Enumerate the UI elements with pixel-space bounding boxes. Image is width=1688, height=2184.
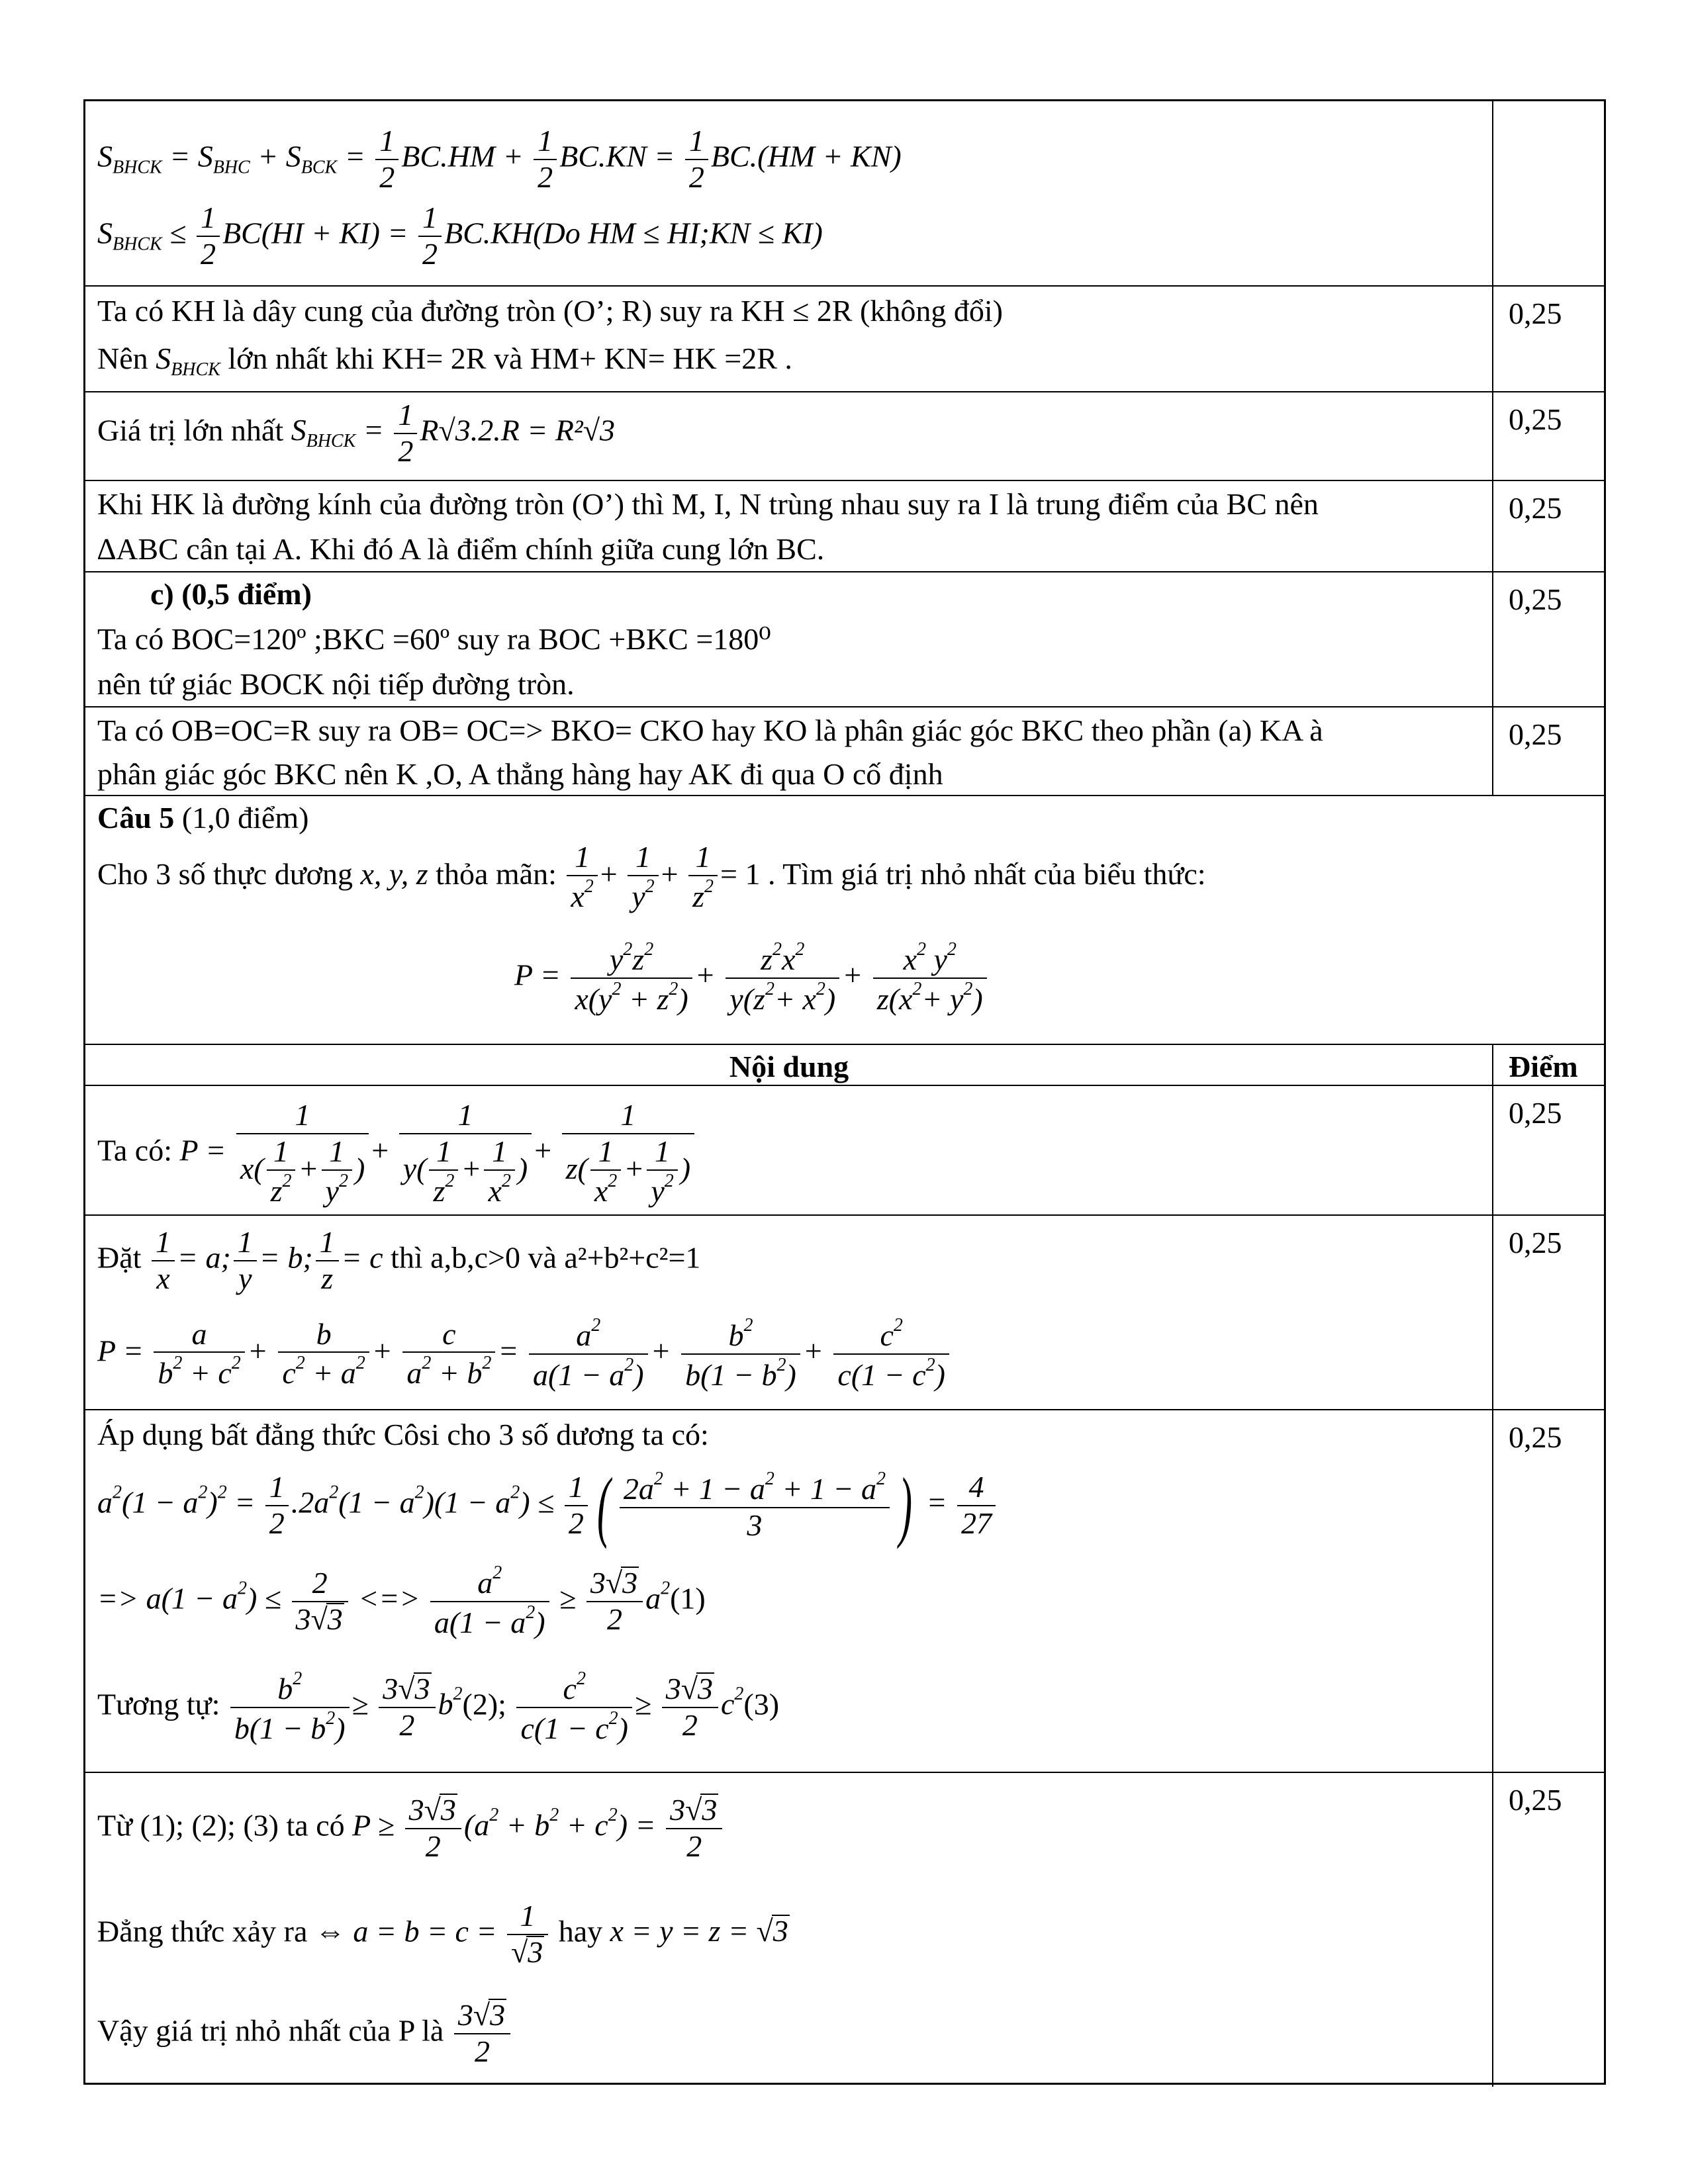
- question-5-intro: Cho 3 số thực dương x, y, z thỏa mãn: $\frac{1}{x^2}$ + $\frac{1}{y^2}$ + $\frac{1}{z^2}$ = 1 . Tìm giá trị nhỏ nhất của biểu thức:: [97, 840, 1206, 913]
- row-cauchy: [85, 1409, 1604, 1772]
- point-row8: 0,25: [1509, 1226, 1562, 1259]
- column-divider-bottom: [1492, 1044, 1493, 2087]
- row-substitution: [85, 1214, 1604, 1409]
- kh-chord-line-1: Ta có KH là dây cung của đường tròn (O’; R) suy ra KH ≤ 2R (không đổi): [97, 294, 1003, 328]
- cauchy-inequality: $a^2(1 - a^2)^2$ = $\frac{1}{2}$ $.2a^2(1 - a^2)(1 - a^2)$ ≤ $\frac{1}{2}$ ( $\frac{2a^2 + 1 - a^2 + 1 - a^2}{3}$ ) = $\frac{4}{27}$: [97, 1466, 998, 1545]
- point-row2: 0,25: [1509, 296, 1562, 330]
- header-points: Điểm: [1509, 1050, 1578, 1083]
- area-equation-2: $S_{BHCK}$ ≤ $\frac{1}{2}$ BC(HI + KI) = $\frac{1}{2}$ BC.KH(Do HM ≤ HI;KN ≤ KI): [97, 201, 823, 271]
- row-rewrite-p: [85, 1085, 1604, 1214]
- diameter-line-1: Khi HK là đường kính của đường tròn (O’) thì M, I, N trùng nhau suy ra I là trung điểm của BC nên: [97, 487, 1319, 521]
- question-5-title: Câu 5 (1,0 điểm): [97, 801, 309, 835]
- row-area-formula: [85, 101, 1604, 285]
- row-max-value: [85, 391, 1604, 480]
- cauchy-result-1: => $a(1 - a^2)$ ≤ $\frac{2}{3√3}$ <=> $\frac{a^2}{a(1 - a^2)}$ ≥ $\frac{3√3}{2}$ $a^2(1)$: [97, 1563, 706, 1639]
- answer-table: [83, 99, 1606, 2085]
- row-diameter: [85, 480, 1604, 571]
- column-divider-top: [1492, 101, 1493, 795]
- max-value-line: Giá trị lớn nhất $S_{BHCK}$ = $\frac{1}{2}$ R√3.2.R = R²√3: [97, 398, 615, 468]
- ak-line-2: phân giác góc BKC nên K ,O, A thẳng hàng hay AK đi qua O cố định: [97, 757, 943, 791]
- row-question-5: [85, 795, 1604, 1044]
- conclusion-line-3: Vậy giá trị nhỏ nhất của P là $\frac{3√3}{2}$: [97, 1998, 513, 2070]
- point-row5: 0,25: [1509, 582, 1562, 616]
- rewrite-p: Ta có: P = 1 x( $\frac{1}{z^2}$ + $\frac{1}{y^2}$ ) + 1 y( $\frac{1}{z^2}$ + $\frac{1}{x^2}$ ) + 1 z( $\frac{1}{x^2}$ + $\frac{1}{y^2}$ ): [97, 1098, 697, 1209]
- point-row4: 0,25: [1509, 491, 1562, 525]
- area-equation-1: $S_{BHCK} = S_{BHC} + S_{BCK}$ = $\frac{1}{2}$ BC.HM + $\frac{1}{2}$ BC.KN = $\frac{1}{2}$ BC.(HM + KN): [97, 124, 902, 194]
- part-c-line-2: nên tứ giác BOCK nội tiếp đường tròn.: [97, 667, 575, 701]
- row-conclusion: [85, 1772, 1604, 2087]
- conclusion-line-2: Đẳng thức xảy ra ⇔ a = b = c = $\frac{1}{√3}$ hay x = y = z = √3: [97, 1899, 788, 1969]
- kh-chord-line-2: Nên $S_{BHCK}$ lớn nhất khi KH= 2R và HM+ KN= HK =2R .: [97, 341, 792, 380]
- row-kh-chord: [85, 285, 1604, 391]
- row-header: [85, 1044, 1604, 1085]
- diameter-line-2: ∆ABC cân tại A. Khi đó A là điểm chính giữa cung lớn BC.: [97, 532, 825, 566]
- p-in-abc: P = $\frac{a}{b^2 + c^2}$ + $\frac{b}{c^2 + a^2}$ + $\frac{c}{a^2 + b^2}$ = $\frac{a^2}{a(1 - a^2)}$ + $\frac{b^2}{b(1 - b^2)}$ + $\frac{c^2}{c(1 - c^2)}$: [97, 1315, 952, 1393]
- header-content: Nội dung: [729, 1050, 849, 1083]
- point-row10: 0,25: [1509, 1783, 1562, 1817]
- row-ak-fixed: [85, 706, 1604, 795]
- point-row3: 0,25: [1509, 402, 1562, 436]
- cauchy-similar: Tương tự: $\frac{b^2}{b(1 - b^2)}$ ≥ $\frac{3√3}{2}$ $b^2(2)$; $\frac{c^2}{c(1 - c^2)}$ ≥ $\frac{3√3}{2}$ $c^2(3)$: [97, 1668, 780, 1745]
- conclusion-line-1: Từ (1); (2); (3) ta có P ≥ $\frac{3√3}{2}$ $(a^2 + b^2 + c^2)$ = $\frac{3√3}{2}$: [97, 1793, 725, 1864]
- ak-line-1: Ta có OB=OC=R suy ra OB= OC=> BKO= CKO hay KO là phân giác góc BKC theo phần (a) KA à: [97, 713, 1323, 747]
- question-5-expression: P = $\frac{y^2z^2}{x(y^2 + z^2)}$ + $\frac{z^2x^2}{y(z^2+ x^2)}$ + $\frac{x^2 y^2}{z(x^2+ y^2)}$: [514, 939, 990, 1017]
- point-row7: 0,25: [1509, 1096, 1562, 1130]
- row-part-c: [85, 571, 1604, 706]
- point-row6: 0,25: [1509, 717, 1562, 751]
- substitution-line: Đặt $\frac{1}{x}$ = a; $\frac{1}{y}$ = b; $\frac{1}{z}$ = c thì a,b,c>0 và a²+b²+c²=1: [97, 1225, 701, 1295]
- cauchy-intro: Áp dụng bất đẳng thức Côsi cho 3 số dương ta có:: [97, 1418, 709, 1451]
- point-row9: 0,25: [1509, 1420, 1562, 1454]
- part-c-heading: c) (0,5 điểm): [150, 577, 312, 611]
- part-c-line-1: Ta có BOC=120º ;BKC =60º suy ra BOC +BKC =180⁰: [97, 622, 771, 656]
